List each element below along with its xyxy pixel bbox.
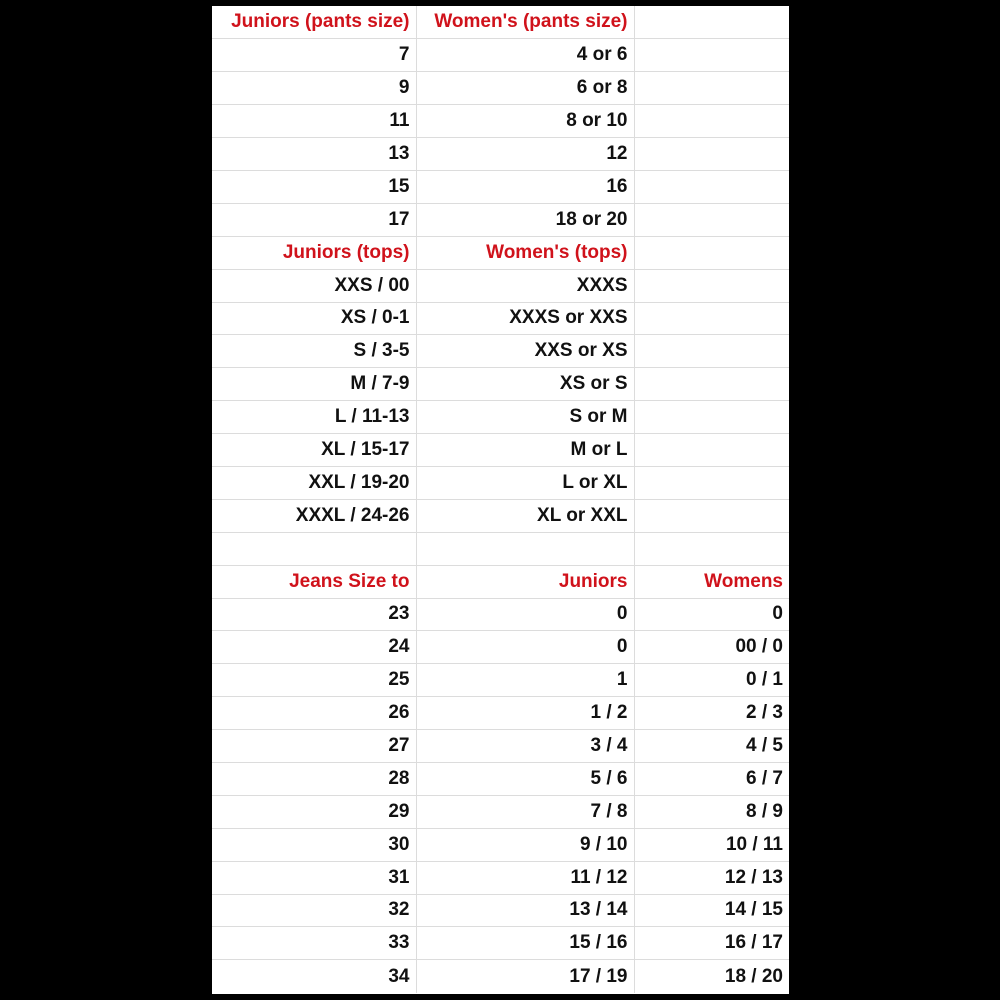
table-row [212,105,789,138]
table-cell[interactable]: 12 [416,138,634,171]
table-cell[interactable]: XXXS [416,269,634,302]
header-row [212,6,789,39]
header-cell[interactable]: Women's (tops) [416,236,634,269]
table-cell[interactable]: 13 [212,138,416,171]
header-cell[interactable]: Women's (pants size) [416,6,634,39]
table-row [212,730,789,763]
table-cell[interactable] [634,138,789,171]
table-cell[interactable]: XXXL / 24-26 [212,499,416,532]
table-cell[interactable]: 23 [212,598,416,631]
table-row [212,72,789,105]
table-cell[interactable]: 17 [212,203,416,236]
header-cell[interactable]: Juniors (pants size) [231,11,410,33]
table-cell[interactable]: 1 [416,664,634,697]
size-conversion-table [212,6,789,993]
table-row [212,960,789,993]
table-cell[interactable]: 30 [212,828,416,861]
table-cell[interactable] [634,203,789,236]
table-cell[interactable]: 10 / 11 [634,828,789,861]
table-row [212,598,789,631]
header-row [212,236,789,269]
table-cell[interactable]: 9 [212,72,416,105]
table-cell[interactable]: 7 [212,39,416,72]
table-cell[interactable]: 13 / 14 [416,894,634,927]
table-row [212,138,789,171]
table-cell[interactable] [634,532,789,565]
table-cell[interactable] [634,466,789,499]
blank-row [212,532,789,565]
table-cell[interactable]: 29 [212,795,416,828]
table-cell[interactable]: 15 [212,170,416,203]
table-cell[interactable]: 11 [212,105,416,138]
table-cell[interactable] [634,401,789,434]
table-row [212,795,789,828]
table-cell[interactable]: 34 [212,960,416,993]
table-cell[interactable]: XS or S [416,368,634,401]
table-cell[interactable]: 0 [416,598,634,631]
table-cell[interactable]: 4 or 6 [416,39,634,72]
table-cell[interactable]: M / 7-9 [212,368,416,401]
table-cell[interactable] [634,335,789,368]
table-row [212,927,789,960]
table-cell[interactable] [634,105,789,138]
table-row [212,499,789,532]
table-cell[interactable]: 2 / 3 [634,697,789,730]
table-cell[interactable]: S / 3-5 [212,335,416,368]
header-cell[interactable]: Juniors [416,565,634,598]
table-row [212,302,789,335]
table-cell[interactable] [634,39,789,72]
table-cell[interactable]: 16 [416,170,634,203]
table-row [212,697,789,730]
table-cell[interactable]: 16 / 17 [634,927,789,960]
table-cell[interactable]: 11 / 12 [416,861,634,894]
table-row [212,894,789,927]
table-cell[interactable]: 0 / 1 [634,664,789,697]
table-cell[interactable]: XXS or XS [416,335,634,368]
table-row [212,631,789,664]
table-cell[interactable]: 6 or 8 [416,72,634,105]
table-row [212,762,789,795]
header-cell[interactable] [634,6,789,39]
table-cell[interactable]: XXXS or XXS [416,302,634,335]
table-cell[interactable]: S or M [416,401,634,434]
table-cell[interactable]: 9 / 10 [416,828,634,861]
table-row [212,170,789,203]
header-cell[interactable] [634,236,789,269]
table-row [212,861,789,894]
table-cell[interactable]: 8 / 9 [634,795,789,828]
table-cell[interactable]: 7 / 8 [416,795,634,828]
table-cell[interactable]: 0 [634,598,789,631]
table-cell[interactable]: XS / 0-1 [212,302,416,335]
table-row [212,368,789,401]
table-cell[interactable]: L or XL [416,466,634,499]
table-cell[interactable]: 28 [212,762,416,795]
table-row [212,664,789,697]
table-cell[interactable]: XL / 15-17 [212,434,416,467]
header-cell[interactable]: Womens [634,565,789,598]
table-row [212,269,789,302]
table-row [212,335,789,368]
table-cell[interactable]: 4 / 5 [634,730,789,763]
table-cell[interactable]: 18 or 20 [416,203,634,236]
table-cell[interactable] [634,434,789,467]
table-row [212,39,789,72]
table-row [212,203,789,236]
table-cell[interactable]: 32 [212,894,416,927]
table-cell[interactable]: 24 [212,631,416,664]
size-chart-sheet [212,6,789,994]
table-cell[interactable]: XXL / 19-20 [212,466,416,499]
table-cell[interactable]: 5 / 6 [416,762,634,795]
table-cell[interactable]: M or L [416,434,634,467]
table-cell[interactable]: XXS / 00 [212,269,416,302]
table-row [212,828,789,861]
table-cell[interactable]: L / 11-13 [212,401,416,434]
table-cell[interactable] [634,368,789,401]
table-cell[interactable]: XL or XXL [416,499,634,532]
table-cell[interactable]: 8 or 10 [416,105,634,138]
table-cell[interactable]: 27 [212,730,416,763]
table-row [212,401,789,434]
table-cell[interactable]: 3 / 4 [416,730,634,763]
table-cell[interactable]: 15 / 16 [416,927,634,960]
table-body [212,6,789,993]
table-row [212,466,789,499]
table-row [212,434,789,467]
table-cell[interactable]: 12 / 13 [634,861,789,894]
table-cell[interactable] [634,302,789,335]
table-cell[interactable] [416,532,634,565]
table-cell[interactable]: 18 / 20 [634,960,789,993]
table-cell[interactable] [634,170,789,203]
table-cell[interactable]: 1 / 2 [416,697,634,730]
table-cell[interactable]: 26 [212,697,416,730]
table-cell[interactable]: 17 / 19 [416,960,634,993]
table-cell[interactable]: 25 [212,664,416,697]
table-cell[interactable] [634,72,789,105]
header-cell[interactable]: Jeans Size to [212,565,416,598]
table-cell[interactable] [634,269,789,302]
header-row [212,565,789,598]
table-cell[interactable]: 0 [416,631,634,664]
table-cell[interactable]: 00 / 0 [634,631,789,664]
table-cell[interactable]: 14 / 15 [634,894,789,927]
table-cell[interactable]: 31 [212,861,416,894]
table-cell[interactable] [634,499,789,532]
table-cell[interactable]: 33 [212,927,416,960]
table-cell[interactable] [212,532,416,565]
table-cell[interactable]: 6 / 7 [634,762,789,795]
header-cell[interactable]: Juniors (tops) [212,236,416,269]
